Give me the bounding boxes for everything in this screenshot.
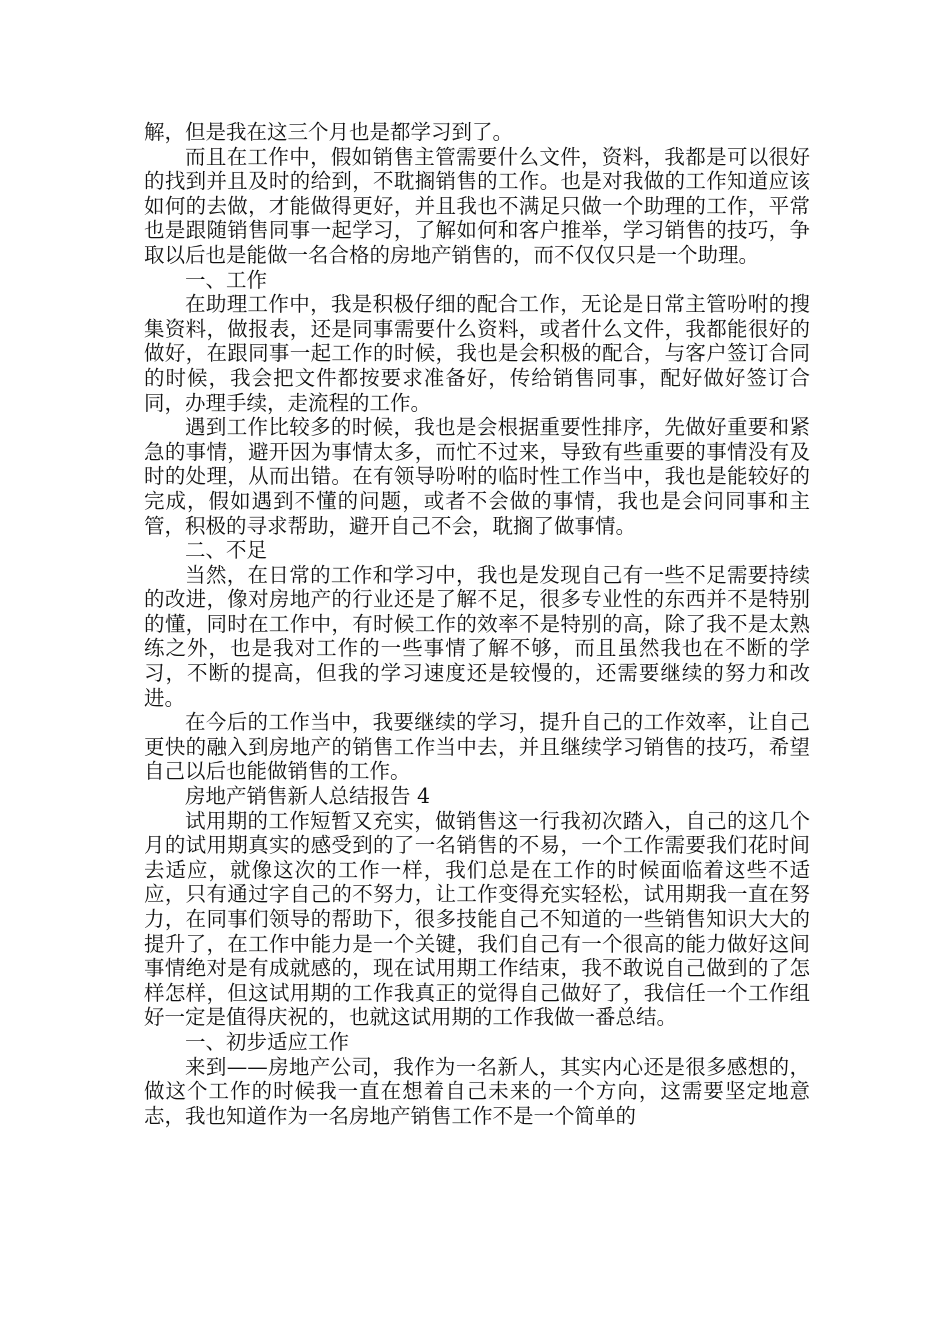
section-heading: 一、工作 <box>185 267 267 292</box>
paragraph-continuation: 解，但是我在这三个月也是都学习到了。 <box>144 120 513 144</box>
paragraph: 在助理工作中，我是积极仔细的配合工作，无论是日常主管吩咐的搜集资料，做报表，还是同事需要什么资料，或者什么文件，我都能很好的做好，在跟同事一起工作的时候，我也是会积极的配合，与客户签订合同的时候，我会把文件都按要求准备好，传给销售同事，配好做好签订合同，办理手续，走流程的工作。 <box>144 292 810 415</box>
paragraph: 试用期的工作短暂又充实，做销售这一行我初次踏入，自己的这几个月的试用期真实的感受到的了一名销售的不易，一个工作需要我们花时间去适应，就像这次的工作一样，我们总是在工作的时候面临着这些不适应，只有通过字自己的不努力，让工作变得充实轻松，试用期我一直在努力，在同事们领导的帮助下，很多技能自己不知道的一些销售知识大大的提升了，在工作中能力是一个关键，我们自己有一个很高的能力做好这间事情绝对是有成就感的，现在试用期工作结束，我不敢说自己做到的了怎样怎样，但这试用期的工作我真正的觉得自己做好了，我信任一个工作组好一定是值得庆祝的，也就这试用期的工作我做一番总结。 <box>144 808 810 1030</box>
paragraph: 来到——房地产公司，我作为一名新人，其实内心还是很多感想的，做这个工作的时候我一直在想着自己未来的一个方向，这需要坚定地意志，我也知道作为一名房地产销售工作不是一个简单的 <box>144 1054 810 1128</box>
report-title: 房地产销售新人总结报告 4 <box>185 784 431 809</box>
document-body <box>144 120 810 1128</box>
paragraph: 在今后的工作当中，我要继续的学习，提升自己的工作效率，让自己更快的融入到房地产的销售工作当中去，并且继续学习销售的技巧，希望自己以后也能做销售的工作。 <box>144 710 810 784</box>
section-heading: 二、不足 <box>185 538 267 563</box>
paragraph: 遇到工作比较多的时候，我也是会根据重要性排序，先做好重要和紧急的事情，避开因为事情太多，而忙不过来，导致有些重要的事情没有及时的处理，从而出错。在有领导吩咐的临时性工作当中，我也是能较好的完成，假如遇到不懂的问题，或者不会做的事情，我也是会问同事和主管，积极的寻求帮助，避开自己不会，耽搁了做事情。 <box>144 415 810 538</box>
paragraph: 而且在工作中，假如销售主管需要什么文件，资料，我都是可以很好的找到并且及时的给到，不耽搁销售的工作。也是对我做的工作知道应该如何的去做，才能做得更好，并且我也不满足只做一个助理的工作，平常也是跟随销售同事一起学习，了解如何和客户推举，学习销售的技巧，争取以后也是能做一名合格的房地产销售的，而不仅仅只是一个助理。 <box>144 144 810 267</box>
paragraph: 当然，在日常的工作和学习中，我也是发现自己有一些不足需要持续的改进，像对房地产的行业还是了解不足，很多专业性的东西并不是特别的懂，同时在工作中，有时候工作的效率不是特别的高，除了我不是太熟练之外，也是我对工作的一些事情了解不够，而且虽然我也在不断的学习，不断的提高，但我的学习速度还是较慢的，还需要继续的努力和改进。 <box>144 562 810 710</box>
section-heading: 一、初步适应工作 <box>185 1029 349 1054</box>
